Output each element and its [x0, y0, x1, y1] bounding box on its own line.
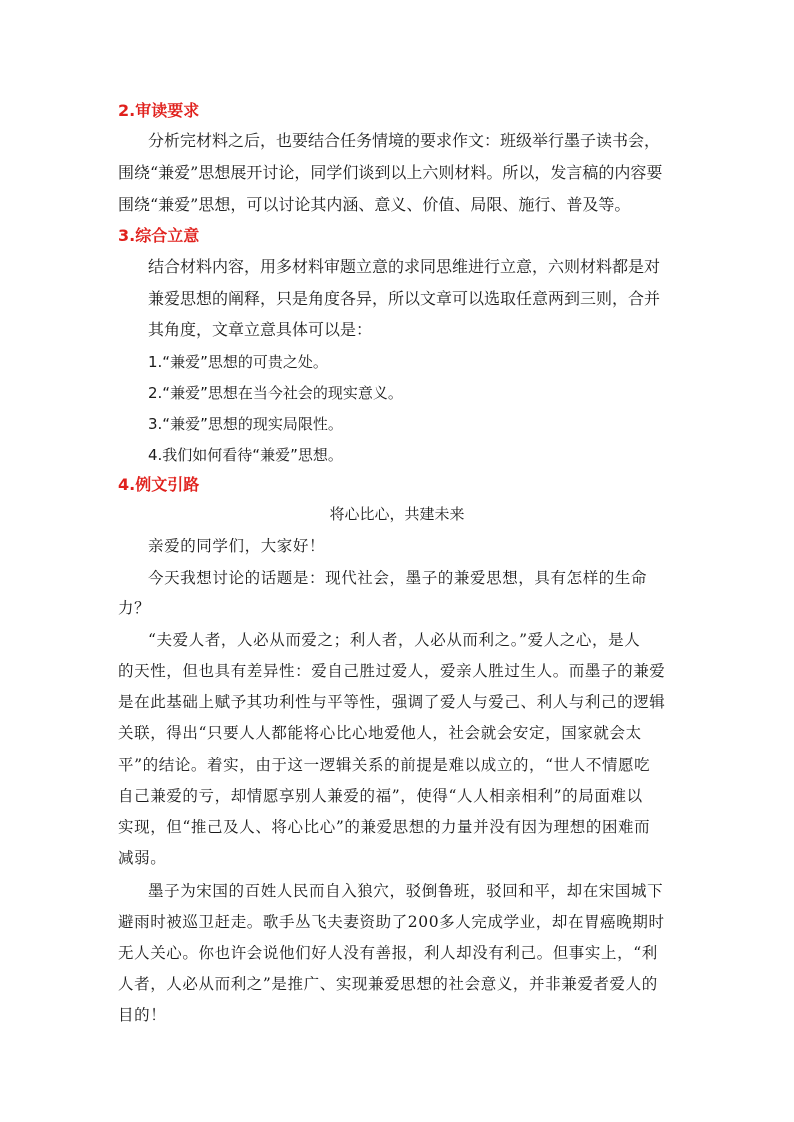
- list-item: 2.“兼爱”思想在当今社会的现实意义。: [148, 384, 403, 402]
- paragraph-line: 兼爱思想的阐释，只是角度各异，所以文章可以选取任意两到三则，合并: [148, 289, 661, 308]
- paragraph-line: 其角度，文章立意具体可以是：: [148, 320, 373, 339]
- essay-line: 减弱。: [118, 849, 167, 867]
- essay-line: 墨子为宋国的百姓人民而自入狼穴，驳倒鲁班，驳回和平，却在宋国城下: [148, 882, 664, 900]
- essay-title: 将心比心，共建未来: [329, 505, 465, 523]
- essay-line: 今天我想讨论的话题是：现代社会，墨子的兼爱思想，具有怎样的生命: [148, 569, 648, 587]
- essay-line: 平”的结论。着实，由于这一逻辑关系的前提是难以成立的，“世人不情愿吃: [118, 756, 651, 774]
- essay-line: 无人关心。你也许会说他们好人没有善报，利人却没有利己。但事实上，“利: [118, 944, 658, 962]
- essay-line: 实现，但“推己及人、将心比心”的兼爱思想的力量并没有因为理想的困难而: [118, 818, 651, 836]
- paragraph-line: 围绕“兼爱”思想，可以讨论其内涵、意义、价值、局限、施行、普及等。: [118, 195, 631, 214]
- essay-line: 关联，得出“只要人人都能将心比心地爱他人，社会就会安定，国家就会太: [118, 724, 642, 742]
- paragraph-line: 围绕“兼爱”思想展开讨论，同学们谈到以上六则材料。所以，发言稿的内容要: [118, 163, 663, 182]
- essay-line: 亲爱的同学们，大家好！: [148, 537, 326, 555]
- essay-line: 避雨时被巡卫赶走。歌手丛飞夫妻资助了200多人完成学业，却在胃癌晚期时: [118, 913, 665, 931]
- section-heading-2: 2.审读要求: [118, 101, 200, 120]
- essay-line: 是在此基础上赋予其功利性与平等性，强调了爱人与爱己、利人与利己的逻辑: [118, 693, 666, 711]
- section-heading-3: 3.综合立意: [118, 226, 200, 245]
- essay-line: 目的！: [118, 1006, 167, 1024]
- essay-line: “夫爱人者，人必从而爱之；利人者，人必从而利之。”爱人之心，是人: [148, 631, 641, 649]
- list-item: 4.我们如何看待“兼爱”思想。: [148, 446, 343, 464]
- paragraph-line: 分析完材料之后，也要结合任务情境的要求作文：班级举行墨子读书会，: [148, 131, 661, 150]
- essay-line: 自己兼爱的亏，却情愿享别人兼爱的福”，使得“人人相亲相利”的局面难以: [118, 787, 643, 805]
- paragraph-line: 结合材料内容，用多材料审题立意的求同思维进行立意，六则材料都是对: [148, 257, 661, 276]
- list-item: 1.“兼爱”思想的可贵之处。: [148, 353, 328, 371]
- list-item: 3.“兼爱”思想的现实局限性。: [148, 415, 343, 433]
- essay-line: 人者，人必从而利之”是推广、实现兼爱思想的社会意义，并非兼爱者爱人的: [118, 975, 658, 993]
- essay-line: 力？: [118, 599, 151, 617]
- essay-line: 的天性，但也具有差异性：爱自己胜过爱人，爱亲人胜过生人。而墨子的兼爱: [118, 662, 666, 680]
- section-heading-4: 4.例文引路: [118, 475, 200, 494]
